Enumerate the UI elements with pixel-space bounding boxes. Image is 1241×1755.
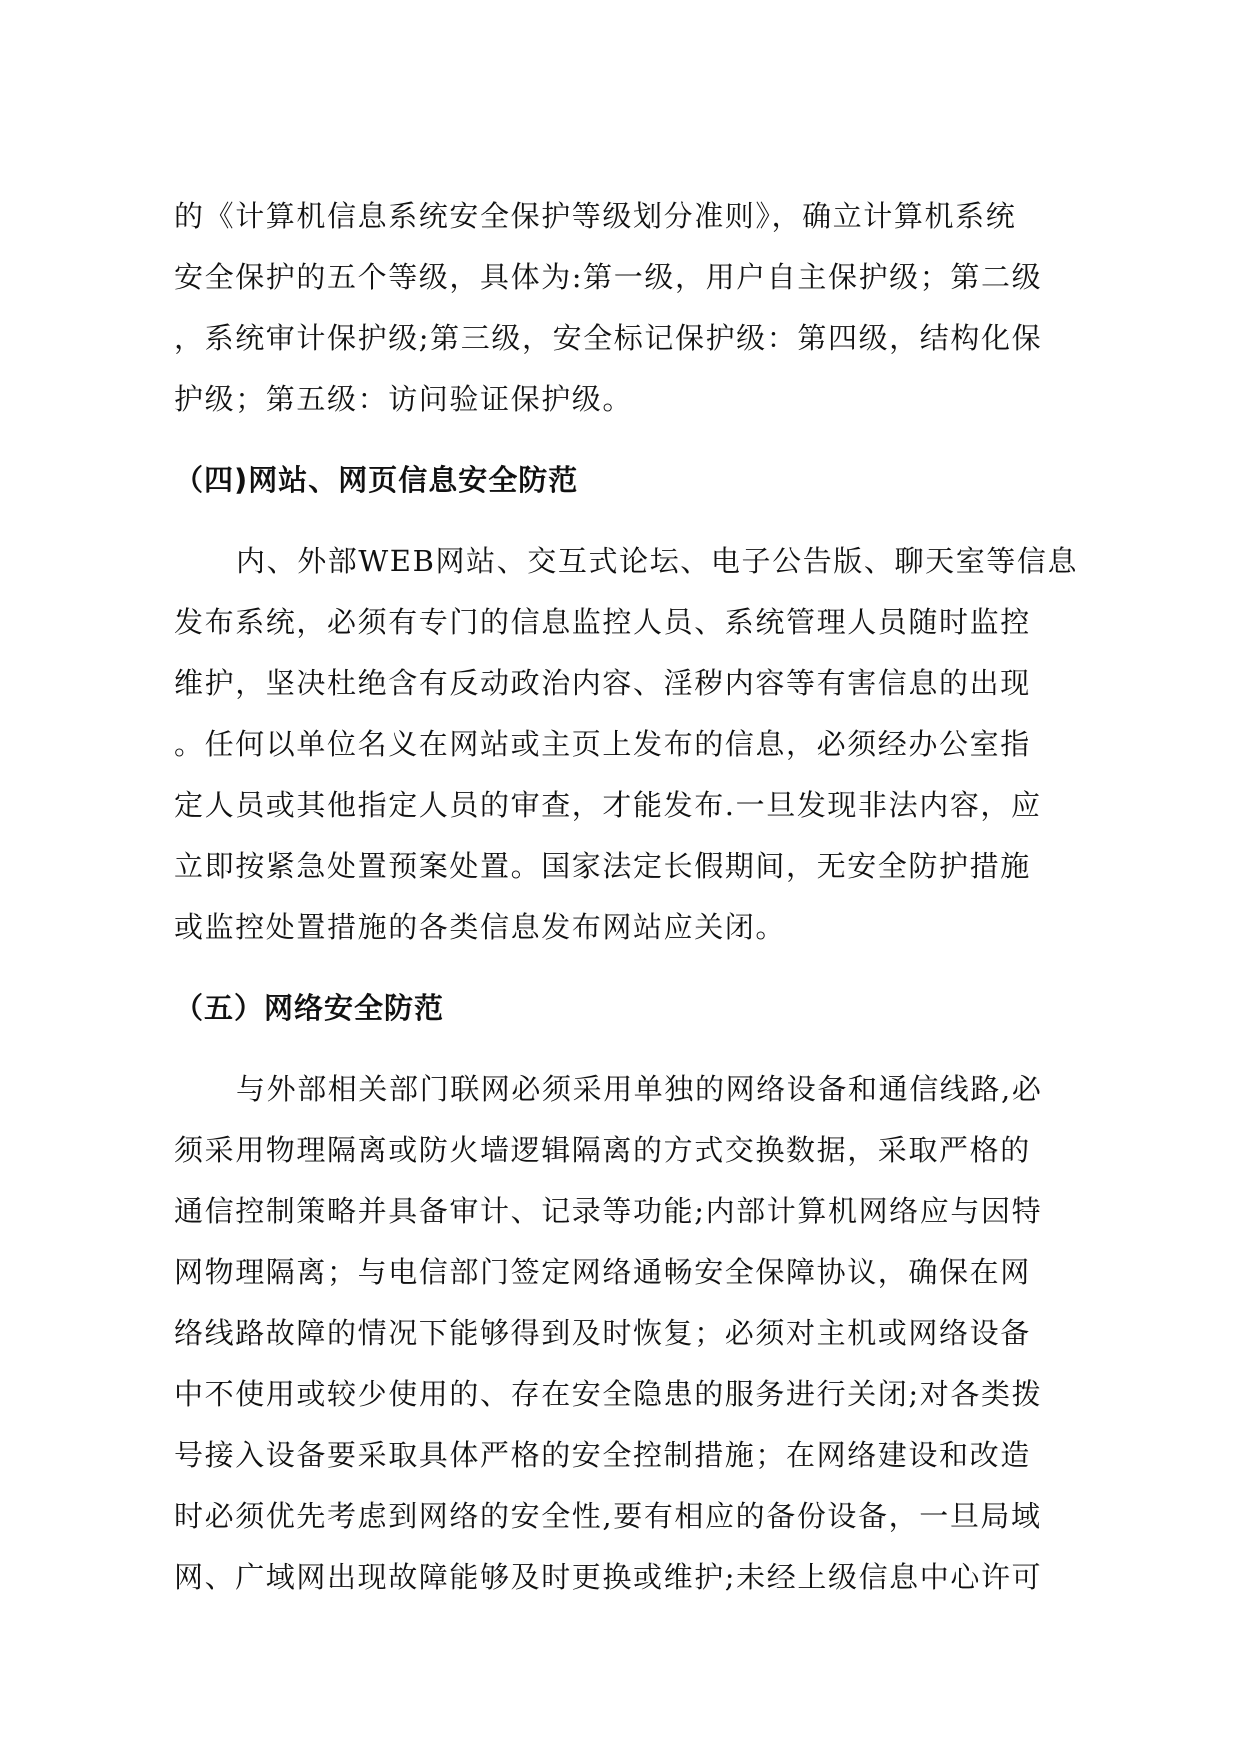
section-heading-4: （四)网站、网页信息安全防范: [174, 463, 579, 497]
paragraph-line: 护级；第五级：访问验证保护级。: [174, 382, 634, 416]
paragraph-line: 通信控制策略并具备审计、记录等功能;内部计算机网络应与因特: [174, 1194, 1043, 1228]
paragraph-line: 网、广域网出现故障能够及时更换或维护;未经上级信息中心许可: [174, 1560, 1043, 1594]
paragraph-line: 中不使用或较少使用的、存在安全隐患的服务进行关闭;对各类拨: [174, 1377, 1043, 1411]
paragraph-line: 发布系统，必须有专门的信息监控人员、系统管理人员随时监控: [174, 605, 1031, 639]
paragraph-line: 时必须优先考虑到网络的安全性,要有相应的备份设备，一旦局域: [174, 1499, 1042, 1533]
paragraph-line: 维护，坚决杜绝含有反动政治内容、淫秽内容等有害信息的出现: [174, 666, 1031, 700]
paragraph-line: 号接入设备要采取具体严格的安全控制措施；在网络建设和改造: [174, 1438, 1031, 1472]
paragraph-line: 立即按紧急处置预案处置。国家法定长假期间，无安全防护措施: [174, 849, 1031, 883]
paragraph-line: 或监控处置措施的各类信息发布网站应关闭。: [174, 910, 787, 944]
paragraph-line: 内、外部WEB网站、交互式论坛、电子公告版、聊天室等信息: [236, 544, 1079, 578]
section-heading-5: （五）网络安全防范: [174, 991, 445, 1025]
paragraph-line: 的《计算机信息系统安全保护等级划分准则》，确立计算机系统: [174, 199, 1017, 233]
paragraph-line: 络线路故障的情况下能够得到及时恢复；必须对主机或网络设备: [174, 1316, 1031, 1350]
paragraph-line: 。任何以单位名义在网站或主页上发布的信息，必须经办公室指: [174, 727, 1031, 761]
paragraph-line: 安全保护的五个等级，具体为:第一级，用户自主保护级；第二级: [174, 260, 1043, 294]
paragraph-line: 须采用物理隔离或防火墙逻辑隔离的方式交换数据，采取严格的: [174, 1133, 1031, 1167]
paragraph-line: 定人员或其他指定人员的审查，才能发布.一旦发现非法内容，应: [174, 788, 1042, 822]
paragraph-line: 网物理隔离；与电信部门签定网络通畅安全保障协议，确保在网: [174, 1255, 1031, 1289]
paragraph-line: 与外部相关部门联网必须采用单独的网络设备和通信线路,必: [236, 1072, 1043, 1106]
paragraph-line: ，系统审计保护级;第三级，安全标记保护级：第四级，结构化保: [174, 321, 1043, 355]
